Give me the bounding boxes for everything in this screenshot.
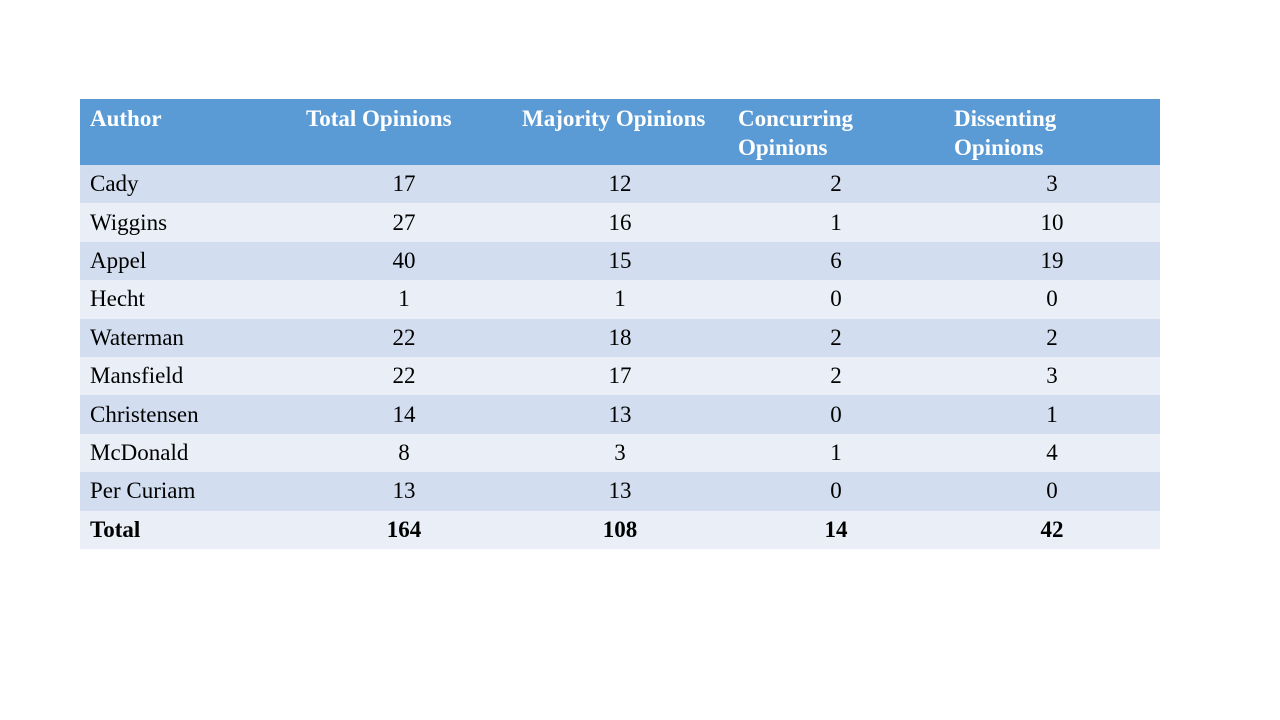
cell-total-opinions: 13 [296,472,512,510]
cell-author: Waterman [80,319,296,357]
cell-total-opinions: 40 [296,242,512,280]
cell-author: Hecht [80,280,296,318]
table-row [80,242,1160,280]
cell-concurring-opinions: 0 [728,395,944,433]
cell-author: Wiggins [80,203,296,241]
cell-dissenting-opinions: 10 [944,203,1160,241]
cell-majority-opinions: 13 [512,472,728,510]
cell-total-opinions: 22 [296,319,512,357]
cell-author: McDonald [80,434,296,472]
cell-majority-opinions: 1 [512,280,728,318]
total-cell-majority-opinions: 108 [512,511,728,549]
cell-concurring-opinions: 2 [728,165,944,203]
cell-dissenting-opinions: 3 [944,165,1160,203]
cell-author: Mansfield [80,357,296,395]
header-dissenting-opinions: Dissenting Opinions [944,99,1160,165]
cell-total-opinions: 27 [296,203,512,241]
cell-dissenting-opinions: 19 [944,242,1160,280]
cell-concurring-opinions: 2 [728,357,944,395]
cell-dissenting-opinions: 3 [944,357,1160,395]
cell-total-opinions: 22 [296,357,512,395]
cell-author: Per Curiam [80,472,296,510]
cell-concurring-opinions: 2 [728,319,944,357]
cell-majority-opinions: 3 [512,434,728,472]
total-cell-author: Total [80,511,296,549]
header-author: Author [80,99,296,165]
table-row [80,472,1160,510]
cell-majority-opinions: 17 [512,357,728,395]
cell-concurring-opinions: 0 [728,280,944,318]
table-row [80,165,1160,203]
cell-concurring-opinions: 1 [728,434,944,472]
table-row [80,395,1160,433]
table-row [80,319,1160,357]
header-total-opinions: Total Opinions [296,99,512,165]
cell-majority-opinions: 13 [512,395,728,433]
table-row [80,203,1160,241]
total-row [80,511,1160,549]
cell-author: Christensen [80,395,296,433]
total-cell-concurring-opinions: 14 [728,511,944,549]
cell-dissenting-opinions: 2 [944,319,1160,357]
header-row [80,99,1160,165]
cell-author: Cady [80,165,296,203]
header-concurring-opinions: Concurring Opinions [728,99,944,165]
cell-total-opinions: 17 [296,165,512,203]
cell-dissenting-opinions: 4 [944,434,1160,472]
cell-dissenting-opinions: 0 [944,472,1160,510]
table-row [80,280,1160,318]
cell-concurring-opinions: 0 [728,472,944,510]
total-cell-total-opinions: 164 [296,511,512,549]
cell-concurring-opinions: 1 [728,203,944,241]
cell-majority-opinions: 18 [512,319,728,357]
cell-majority-opinions: 16 [512,203,728,241]
cell-dissenting-opinions: 1 [944,395,1160,433]
cell-dissenting-opinions: 0 [944,280,1160,318]
cell-majority-opinions: 12 [512,165,728,203]
header-majority-opinions: Majority Opinions [512,99,728,165]
table-row [80,434,1160,472]
cell-total-opinions: 8 [296,434,512,472]
opinions-table [80,99,1160,549]
cell-total-opinions: 14 [296,395,512,433]
cell-author: Appel [80,242,296,280]
cell-total-opinions: 1 [296,280,512,318]
cell-concurring-opinions: 6 [728,242,944,280]
total-cell-dissenting-opinions: 42 [944,511,1160,549]
table-row [80,357,1160,395]
cell-majority-opinions: 15 [512,242,728,280]
table-body [80,165,1160,549]
